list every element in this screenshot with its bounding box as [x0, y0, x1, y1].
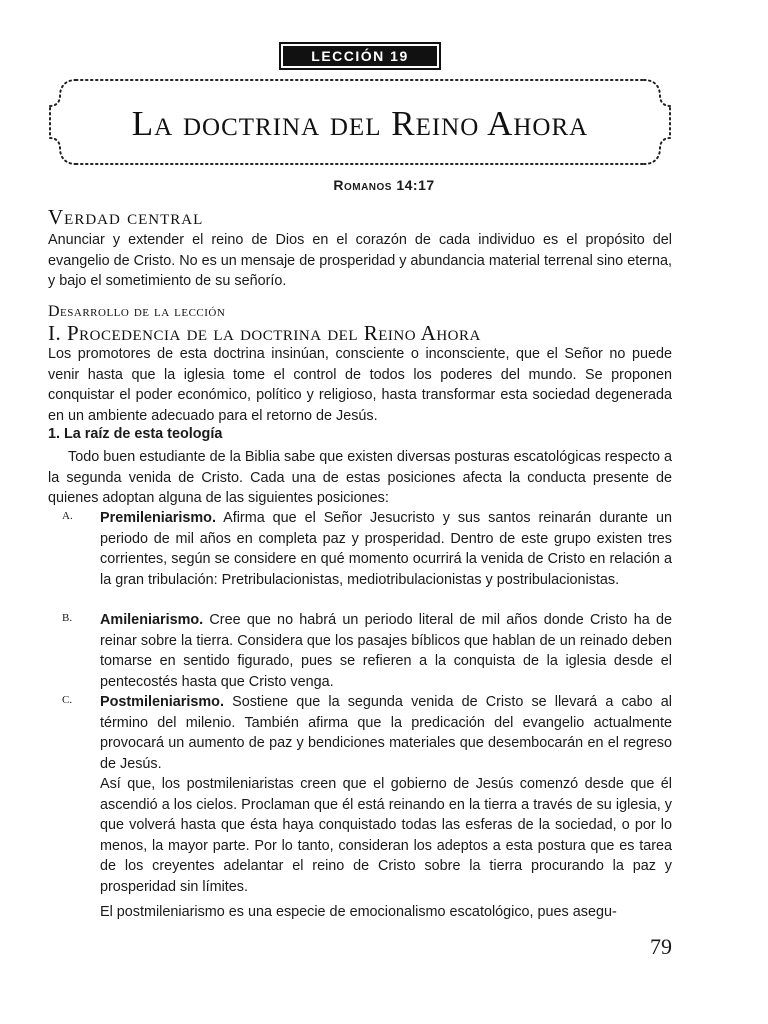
page-number: 79 — [650, 934, 672, 959]
item-letter: C. — [62, 694, 73, 706]
item-term: Postmileniarismo. — [100, 694, 224, 710]
section-text: Los promotores de esta doctrina insinúan, consciente o inconsciente, que el Señor no puede venir hasta que la iglesia tome el control de todos los poderes del mundo. Se proponen conquistar el poder económico, político y religioso, hasta transformar esta sociedad degenerada en un ambiente adecuado para el retorno de Jesús. — [48, 346, 672, 424]
item-text: Afirma que el Señor Jesucristo y sus santos reinarán durante un periodo de mil años en completa paz y prosperidad. Dentro de este grupo existen tres corrientes, según se considere en qué momento ocurrirá la venida de Cristo en relación a la gran tribulación: Pretribulacionistas, mediotribulacionistas y postribulacionistas. — [100, 510, 672, 588]
desarrollo-heading: Desarrollo de la lección — [48, 303, 226, 320]
postmil-paragraph-1: Así que, los postmileniaristas creen que el gobierno de Jesús comenzó desde que él ascendió a los cielos. Proclaman que él está reinando en la tierra a través de su iglesia, y que volverá hasta que ésta haya conquistado todas las esferas de la sociedad, o por lo menos, la mayor parte. Por lo tanto, consideran los adeptos a esta postura que es tarea de los creyentes adelantar el reino de Cristo sobre la tierra procurando la paz y prosperidad sin límites. — [100, 776, 672, 895]
scripture-reference: Romanos 14:17 — [333, 177, 435, 193]
subheading: 1. La raíz de esta teología — [48, 426, 223, 442]
item-body — [100, 692, 672, 774]
section-title: I. Procedencia de la doctrina del Reino Ahora — [48, 321, 481, 345]
item-term: Premileniarismo. — [100, 510, 216, 526]
verdad-central-heading: Verdad central — [48, 205, 204, 229]
intro-paragraph: Todo buen estudiante de la Biblia sabe que existen diversas posturas escatológicas respecto a la segunda venida de Cristo. Cada una de estas posiciones afecta la conducta presente de quienes adoptan alguna de las siguientes posiciones: — [48, 449, 672, 506]
verdad-central-text: Anunciar y extender el reino de Dios en el corazón de cada individuo es el propósito del evangelio de Cristo. No es un mensaje de prosperidad y abundancia material terrenal sino eterna, y bajo el sometimiento de su señorío. — [48, 232, 672, 289]
item-text: Sostiene que la segunda venida de Cristo se llevará a cabo al término del milenio. También afirma que la predicación del evangelio actualmente provocará un aumento de paz y bendiciones materiales que desembocarán en el regreso de Jesús. — [100, 694, 672, 772]
item-text: Cree que no habrá un periodo literal de mil años donde Cristo ha de reinar sobre la tierra. Considera que los pasajes bíblicos que hablan de un reinado deben tomarse en sentido figurado, pues se refieren a la conquista de la iglesia desde el pentecostés hasta que Cristo venga. — [100, 612, 672, 690]
title-frame — [46, 74, 674, 170]
item-letter: A. — [62, 510, 73, 522]
item-body — [100, 508, 672, 590]
item-letter: B. — [62, 612, 73, 624]
page-title: La doctrina del Reino Ahora — [131, 104, 589, 143]
lesson-label: LECCIÓN 19 — [283, 46, 437, 66]
item-term: Amileniarismo. — [100, 612, 204, 628]
item-body — [100, 610, 672, 692]
lesson-badge — [279, 42, 441, 70]
postmil-paragraph-2: El postmileniarismo es una especie de emocionalismo escatológico, pues asegu- — [100, 904, 617, 920]
